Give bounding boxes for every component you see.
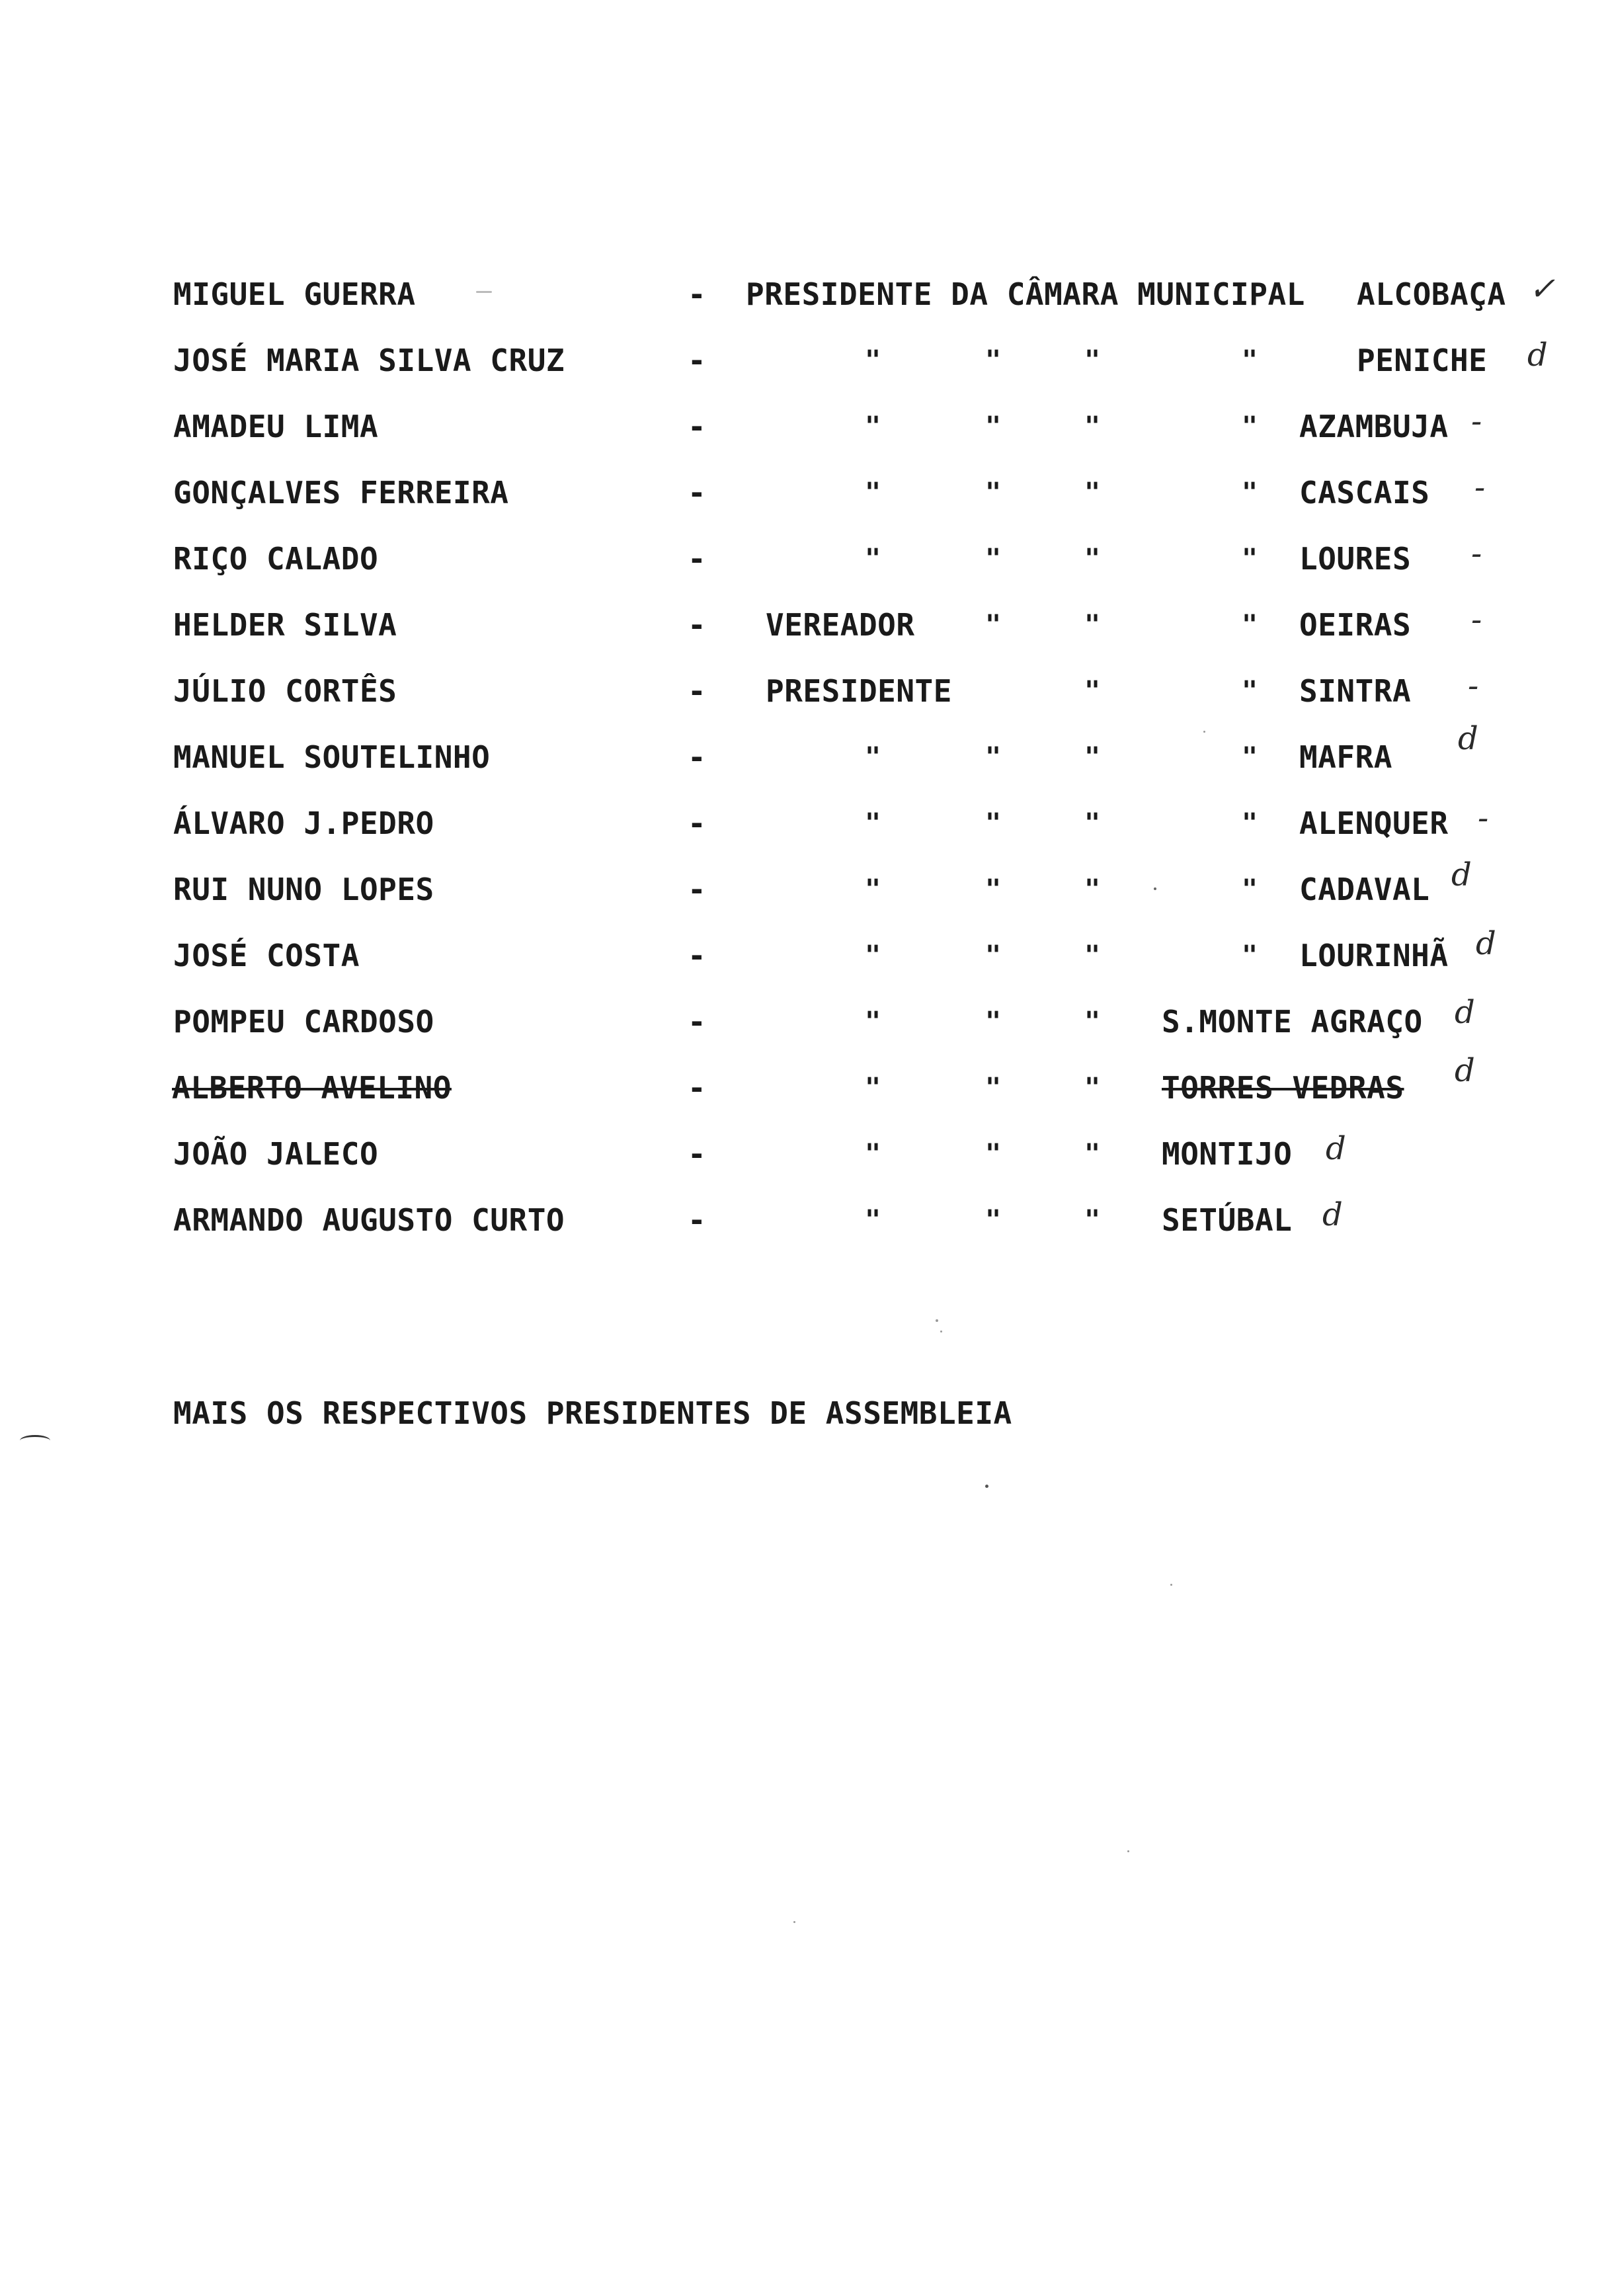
separator-dash: -: [688, 343, 707, 378]
ditto-mark: ": [1084, 1139, 1101, 1169]
person-name: JOÃO JALECO: [173, 1136, 379, 1172]
ditto-mark: ": [1084, 874, 1101, 905]
separator-dash: -: [688, 607, 707, 643]
ditto-mark: ": [1084, 610, 1101, 640]
ditto-mark: ": [1242, 345, 1258, 376]
municipality: MONTIJO: [1162, 1136, 1293, 1172]
ditto-mark: ": [865, 874, 881, 905]
scan-speck: [1154, 887, 1156, 890]
ditto-mark: ": [865, 477, 881, 508]
person-name: ARMANDO AUGUSTO CURTO: [173, 1202, 565, 1238]
person-name: AMADEU LIMA: [173, 409, 379, 444]
separator-dash: -: [688, 475, 707, 511]
role-title: VEREADOR: [766, 607, 915, 643]
person-name: HELDER SILVA: [173, 607, 397, 643]
ditto-mark: ": [865, 345, 881, 376]
scan-speck: [1170, 1584, 1172, 1586]
ditto-mark: ": [1084, 1073, 1101, 1103]
separator-dash: -: [688, 872, 707, 907]
ditto-mark: ": [1242, 411, 1258, 442]
handwritten-mark: -: [1471, 403, 1482, 440]
scan-speck: [793, 1921, 795, 1923]
list-row: [0, 403, 1608, 473]
person-name: JÚLIO CORTÊS: [173, 673, 397, 709]
person-name: RIÇO CALADO: [173, 541, 379, 577]
person-name: GONÇALVES FERREIRA: [173, 475, 509, 511]
person-name: POMPEU CARDOSO: [173, 1004, 434, 1040]
handwritten-mark: ✓: [1529, 270, 1556, 308]
ditto-mark: ": [1084, 345, 1101, 376]
ditto-mark: ": [985, 345, 1002, 376]
municipality: ALENQUER: [1299, 805, 1449, 841]
ditto-mark: ": [1084, 676, 1101, 706]
scan-speck: [985, 1485, 988, 1488]
ditto-mark: ": [1084, 411, 1101, 442]
municipality: TORRES VEDRAS: [1162, 1070, 1404, 1106]
scan-speck: [1203, 731, 1205, 733]
list-row: [0, 337, 1608, 407]
list-row: [0, 800, 1608, 870]
ditto-mark: ": [1242, 544, 1258, 574]
ditto-mark: ": [1242, 742, 1258, 772]
handwritten-mark: -: [1471, 601, 1482, 638]
ditto-mark: ": [985, 1139, 1002, 1169]
list-row: [0, 535, 1608, 605]
ditto-mark: ": [865, 1006, 881, 1037]
municipality: AZAMBUJA: [1299, 409, 1449, 444]
person-name: RUI NUNO LOPES: [173, 872, 434, 907]
municipality: MAFRA: [1299, 739, 1392, 775]
scan-edge-mark: [20, 1435, 50, 1446]
ditto-mark: ": [985, 940, 1002, 971]
ditto-mark: ": [865, 411, 881, 442]
footer-note: MAIS OS RESPECTIVOS PRESIDENTES DE ASSEMBLEIA: [173, 1395, 1012, 1431]
municipality: ALCOBAÇA: [1357, 276, 1506, 312]
ditto-mark: ": [1084, 477, 1101, 508]
ditto-mark: ": [865, 1205, 881, 1235]
handwritten-mark: d: [1455, 1052, 1476, 1089]
municipality: LOURINHÃ: [1299, 938, 1449, 973]
list-row: [0, 720, 1608, 803]
scan-speck: [936, 1319, 938, 1322]
list-row: [0, 469, 1608, 539]
role-title: PRESIDENTE DA CÂMARA MUNICIPAL: [746, 276, 1305, 312]
ditto-mark: ": [1084, 940, 1101, 971]
ditto-mark: ": [985, 874, 1002, 905]
municipality: OEIRAS: [1299, 607, 1412, 643]
ditto-mark: ": [1242, 477, 1258, 508]
handwritten-mark: d: [1455, 994, 1476, 1031]
ditto-mark: ": [865, 808, 881, 839]
ditto-mark: ": [865, 1139, 881, 1169]
ditto-mark: ": [1242, 808, 1258, 839]
ditto-mark: ": [985, 544, 1002, 574]
ditto-mark: ": [1084, 544, 1101, 574]
list-row: [0, 994, 1608, 1068]
separator-dash: -: [688, 1070, 707, 1106]
ditto-mark: ": [985, 477, 1002, 508]
person-name: ÁLVARO J.PEDRO: [173, 805, 434, 841]
ditto-mark: ": [985, 1205, 1002, 1235]
handwritten-mark: d: [1451, 856, 1472, 893]
separator-dash: -: [688, 1202, 707, 1238]
municipality: SETÚBAL: [1162, 1202, 1293, 1238]
list-row: [0, 667, 1608, 737]
handwritten-mark: d: [1458, 720, 1479, 757]
person-name: MANUEL SOUTELINHO: [173, 739, 491, 775]
separator-dash: -: [688, 276, 707, 312]
municipality: S.MONTE AGRAÇO: [1162, 1004, 1423, 1040]
handwritten-mark: d: [1476, 925, 1497, 962]
handwritten-mark: d: [1326, 1130, 1347, 1167]
ditto-mark: ": [985, 808, 1002, 839]
ditto-mark: ": [865, 940, 881, 971]
ditto-mark: ": [985, 742, 1002, 772]
list-row: [0, 1130, 1608, 1200]
municipality: CASCAIS: [1299, 475, 1430, 511]
ditto-mark: ": [985, 1006, 1002, 1037]
ditto-mark: ": [1242, 874, 1258, 905]
separator-dash: -: [688, 1004, 707, 1040]
ditto-mark: ": [985, 610, 1002, 640]
separator-dash: -: [688, 1136, 707, 1172]
ditto-mark: ": [865, 1073, 881, 1103]
scan-speck: [476, 291, 492, 293]
ditto-mark: ": [865, 544, 881, 574]
ditto-mark: ": [865, 742, 881, 772]
separator-dash: -: [688, 409, 707, 444]
handwritten-mark: d: [1527, 337, 1548, 374]
ditto-mark: ": [985, 411, 1002, 442]
ditto-mark: ": [1084, 742, 1101, 772]
list-row: [0, 856, 1608, 936]
list-row: [0, 270, 1608, 341]
list-row-struck: [0, 1052, 1608, 1134]
ditto-mark: ": [1242, 940, 1258, 971]
person-name: JOSÉ COSTA: [173, 938, 360, 973]
separator-dash: -: [688, 739, 707, 775]
ditto-mark: ": [1084, 1006, 1101, 1037]
handwritten-mark: -: [1468, 667, 1479, 704]
person-name: ALBERTO AVELINO: [172, 1070, 452, 1106]
separator-dash: -: [688, 673, 707, 709]
separator-dash: -: [688, 938, 707, 973]
separator-dash: -: [688, 541, 707, 577]
municipality: LOURES: [1299, 541, 1412, 577]
list-row: [0, 925, 1608, 1002]
handwritten-mark: -: [1471, 535, 1482, 572]
municipality: PENICHE: [1357, 343, 1488, 378]
ditto-mark: ": [1242, 610, 1258, 640]
ditto-mark: ": [1084, 808, 1101, 839]
handwritten-mark: -: [1474, 469, 1486, 506]
list-row: [0, 1196, 1608, 1266]
scan-speck: [940, 1331, 942, 1332]
municipality: CADAVAL: [1299, 872, 1430, 907]
ditto-mark: ": [1242, 676, 1258, 706]
role-title: PRESIDENTE: [766, 673, 952, 709]
scan-speck: [1127, 1850, 1129, 1852]
person-name: MIGUEL GUERRA: [173, 276, 416, 312]
handwritten-mark: d: [1322, 1196, 1344, 1233]
handwritten-mark: -: [1478, 800, 1489, 837]
municipality: SINTRA: [1299, 673, 1412, 709]
ditto-mark: ": [1084, 1205, 1101, 1235]
list-row: [0, 601, 1608, 671]
ditto-mark: ": [985, 1073, 1002, 1103]
separator-dash: -: [688, 805, 707, 841]
person-name: JOSÉ MARIA SILVA CRUZ: [173, 343, 565, 378]
